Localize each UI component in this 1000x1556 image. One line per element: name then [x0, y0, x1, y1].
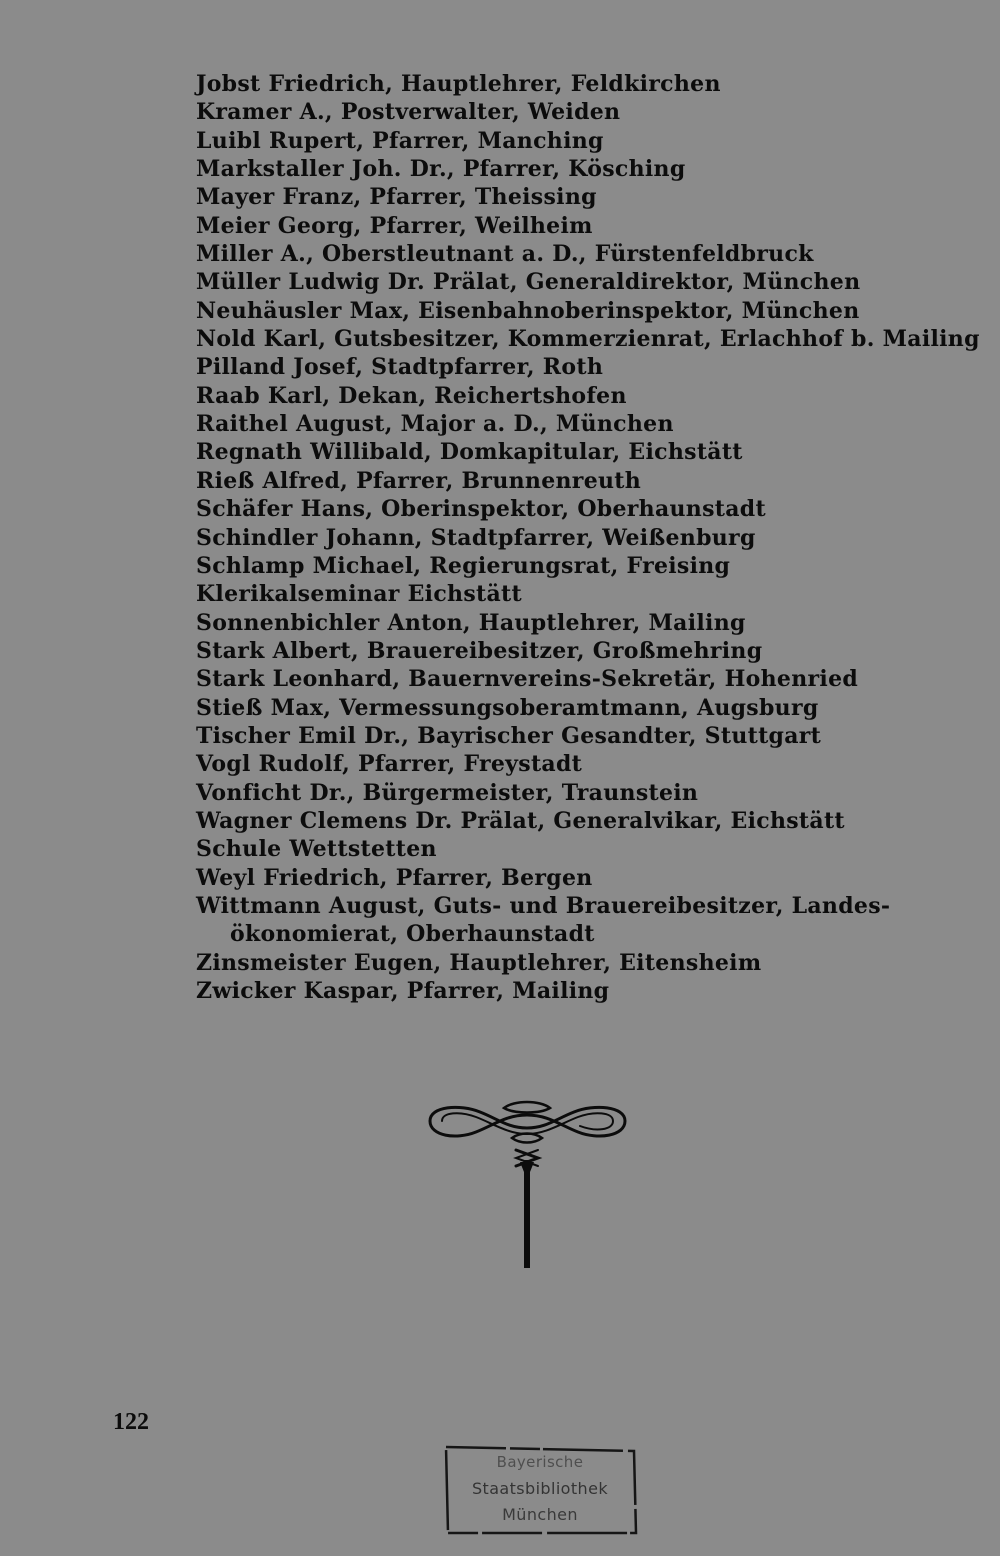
list-entry: Zwicker Kaspar, Pfarrer, Mailing [196, 978, 610, 1004]
list-entry: Raithel August, Major a. D., München [196, 411, 674, 438]
list-entry: Stark Albert, Brauereibesitzer, Großmehring [196, 637, 763, 664]
list-entry: Schule Wettstetten [196, 836, 437, 863]
list-entry: Wagner Clemens Dr. Prälat, Generalvikar, Eichstätt [196, 807, 845, 834]
list-entry: Rieß Alfred, Pfarrer, Brunnenreuth [196, 467, 642, 494]
list-entry: Nold Karl, Gutsbesitzer, Kommerzienrat, Erlachhof b. Mailing [196, 326, 980, 353]
list-entry: Mayer Franz, Pfarrer, Theissing [196, 184, 597, 211]
list-entry: Pilland Josef, Stadtpfarrer, Roth [196, 354, 604, 381]
list-entry: Schindler Johann, Stadtpfarrer, Weißenburg [196, 524, 756, 551]
list-entry: Neuhäusler Max, Eisenbahnoberinspektor, München [196, 297, 860, 324]
list-entry: Vonficht Dr., Bürgermeister, Traunstein [196, 779, 699, 806]
library-stamp [440, 1441, 640, 1539]
list-entry: Meier Georg, Pfarrer, Weilheim [196, 212, 593, 239]
list-entry: Schäfer Hans, Oberinspektor, Oberhaunstadt [196, 496, 766, 523]
list-entry: Wittmann August, Guts- und Brauereibesitzer, Landes- [196, 892, 891, 919]
list-entry: Luibl Rupert, Pfarrer, Manching [196, 127, 604, 154]
list-entry: Klerikalseminar Eichstätt [196, 581, 522, 608]
list-entry: Müller Ludwig Dr. Prälat, Generaldirektor, München [196, 269, 861, 296]
flourish-ornament [420, 1098, 635, 1270]
list-entry: Vogl Rudolf, Pfarrer, Freystadt [196, 751, 583, 778]
list-entry: Raab Karl, Dekan, Reichertshofen [196, 382, 627, 409]
list-entry: Stieß Max, Vermessungsoberamtmann, Augsburg [196, 694, 819, 721]
member-list [196, 70, 980, 1005]
stamp-line-3: München [502, 1505, 578, 1524]
list-entry: Stark Leonhard, Bauernvereins-Sekretär, Hohenried [196, 666, 859, 693]
stamp-line-2: Staatsbibliothek [471, 1479, 608, 1498]
list-entry: Markstaller Joh. Dr., Pfarrer, Kösching [196, 156, 686, 183]
list-entry: Sonnenbichler Anton, Hauptlehrer, Mailing [196, 609, 746, 636]
list-entry: Miller A., Oberstleutnant a. D., Fürstenfeldbruck [196, 241, 814, 268]
list-entry: Kramer A., Postverwalter, Weiden [196, 99, 621, 126]
list-entry: Weyl Friedrich, Pfarrer, Bergen [196, 864, 593, 891]
list-entry: Regnath Willibald, Domkapitular, Eichstätt [196, 439, 743, 466]
list-entry: Tischer Emil Dr., Bayrischer Gesandter, Stuttgart [196, 722, 822, 749]
stamp-line-1: Bayerische [496, 1453, 584, 1471]
page-number: 122 [113, 1409, 149, 1435]
list-entry-continuation: ökonomierat, Oberhaunstadt [230, 921, 595, 948]
list-entry: Schlamp Michael, Regierungsrat, Freising [196, 552, 731, 579]
list-entry: Jobst Friedrich, Hauptlehrer, Feldkirchen [196, 71, 721, 97]
list-entry: Zinsmeister Eugen, Hauptlehrer, Eitensheim [196, 949, 762, 976]
